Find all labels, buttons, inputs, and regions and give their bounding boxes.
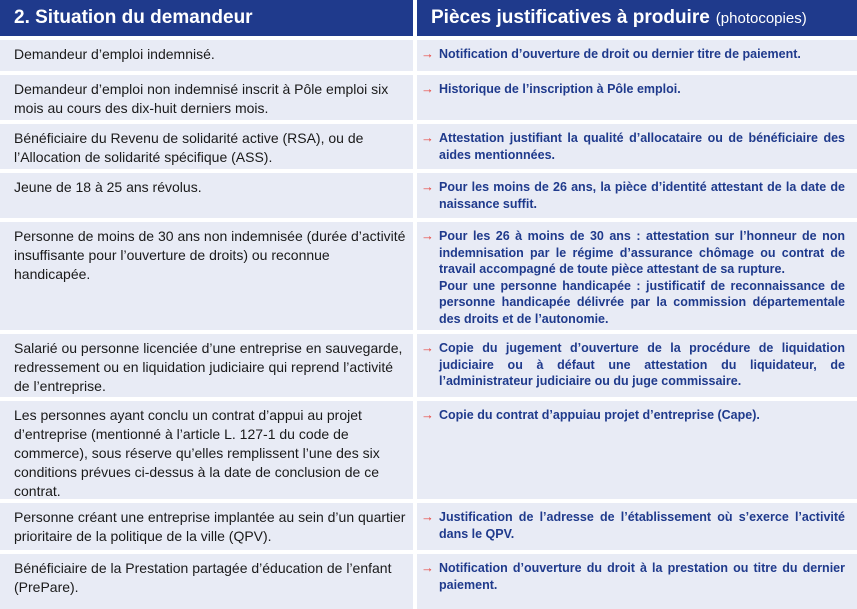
pieces-text [439, 509, 845, 550]
column-header-situation-label: 2. Situation du demandeur [14, 7, 253, 28]
column-header-situation [0, 0, 413, 36]
column-header-pieces [417, 0, 857, 36]
situation-cell: Jeune de 18 à 25 ans révolus. [0, 173, 413, 218]
pieces-text [439, 560, 845, 609]
piece-line: Historique de l’inscription à Pôle emploi. [439, 82, 681, 96]
situation-cell: Bénéficiaire du Revenu de solidarité active (RSA), ou de l’Allocation de solidarité spécifique (ASS). [0, 124, 413, 169]
pieces-cell [417, 75, 857, 120]
piece-line: Pour les 26 à moins de 30 ans : attestation sur l’honneur de non indemnisation par le régime d’assurance chômage ou contrat de travail accompagné de toute pièce attestant de sa rupture. [439, 229, 845, 276]
arrow-right-icon: → [421, 81, 434, 96]
piece-line: Copie du contrat d’appuiau projet d’entreprise (Cape). [439, 408, 760, 422]
arrow-right-icon: → [421, 340, 434, 355]
situation-cell: Les personnes ayant conclu un contrat d’appui au projet d’entreprise (mentionné à l’article L. 127-1 du code de commerce), sous réserve qu’elles remplissent l’une des six conditions prévues ci-dessus à la date de conclusion de ce contrat. [0, 401, 413, 499]
pieces-cell [417, 334, 857, 397]
pieces-cell [417, 554, 857, 609]
pieces-cell [417, 222, 857, 330]
pieces-cell [417, 401, 857, 499]
arrow-right-icon: → [421, 46, 434, 61]
pieces-text [439, 46, 845, 71]
situation-cell: Personne créant une entreprise implantée au sein d’un quartier prioritaire de la politique de la ville (QPV). [0, 503, 413, 550]
piece-line: Copie du jugement d’ouverture de la procédure de liquidation judiciaire ou à défaut une attestation du liquidateur, de l’administrateur judiciaire ou du juge commissaire. [439, 341, 845, 388]
piece-line: Justification de l’adresse de l’établissement où s’exerce l’activité dans le QPV. [439, 510, 845, 541]
column-header-pieces-subtitle: (photocopies) [715, 9, 807, 27]
piece-line: Notification d’ouverture de droit ou dernier titre de paiement. [439, 47, 801, 61]
arrow-right-icon: → [421, 509, 434, 524]
arrow-right-icon: → [421, 228, 434, 243]
piece-line: Pour une personne handicapée : justificatif de reconnaissance de personne handicapée délivrée par la commission départementale des droits et de l’autonomie. [439, 278, 845, 326]
piece-line: Notification d’ouverture du droit à la prestation ou titre du dernier paiement. [439, 561, 845, 592]
situation-cell: Personne de moins de 30 ans non indemnisée (durée d’activité insuffisante pour l’ouverture de droits) ou reconnue handicapée. [0, 222, 413, 330]
piece-line: Pour les moins de 26 ans, la pièce d’identité attestant de la date de naissance suffit. [439, 180, 845, 211]
column-header-pieces-label: Pièces justificatives à produire [431, 7, 710, 28]
arrow-right-icon: → [421, 407, 434, 422]
pieces-cell [417, 173, 857, 218]
arrow-right-icon: → [421, 560, 434, 575]
pieces-text [439, 130, 845, 169]
pieces-text [439, 179, 845, 218]
situation-cell: Salarié ou personne licenciée d’une entreprise en sauvegarde, redressement ou en liquidation judiciaire qui reprend l’activité de l’entreprise. [0, 334, 413, 397]
arrow-right-icon: → [421, 179, 434, 194]
situation-cell: Bénéficiaire de la Prestation partagée d’éducation de l’enfant (PrePare). [0, 554, 413, 609]
arrow-right-icon: → [421, 130, 434, 145]
piece-line: Attestation justifiant la qualité d’allocataire ou de bénéficiaire des aides mentionnées. [439, 131, 845, 162]
pieces-text [439, 340, 845, 397]
pieces-cell [417, 40, 857, 71]
pieces-cell [417, 124, 857, 169]
pieces-text [439, 81, 845, 120]
situation-cell: Demandeur d’emploi indemnisé. [0, 40, 413, 71]
situation-cell: Demandeur d’emploi non indemnisé inscrit à Pôle emploi six mois au cours des dix-huit derniers mois. [0, 75, 413, 120]
pieces-text [439, 407, 845, 499]
pieces-text [439, 228, 845, 330]
pieces-cell [417, 503, 857, 550]
